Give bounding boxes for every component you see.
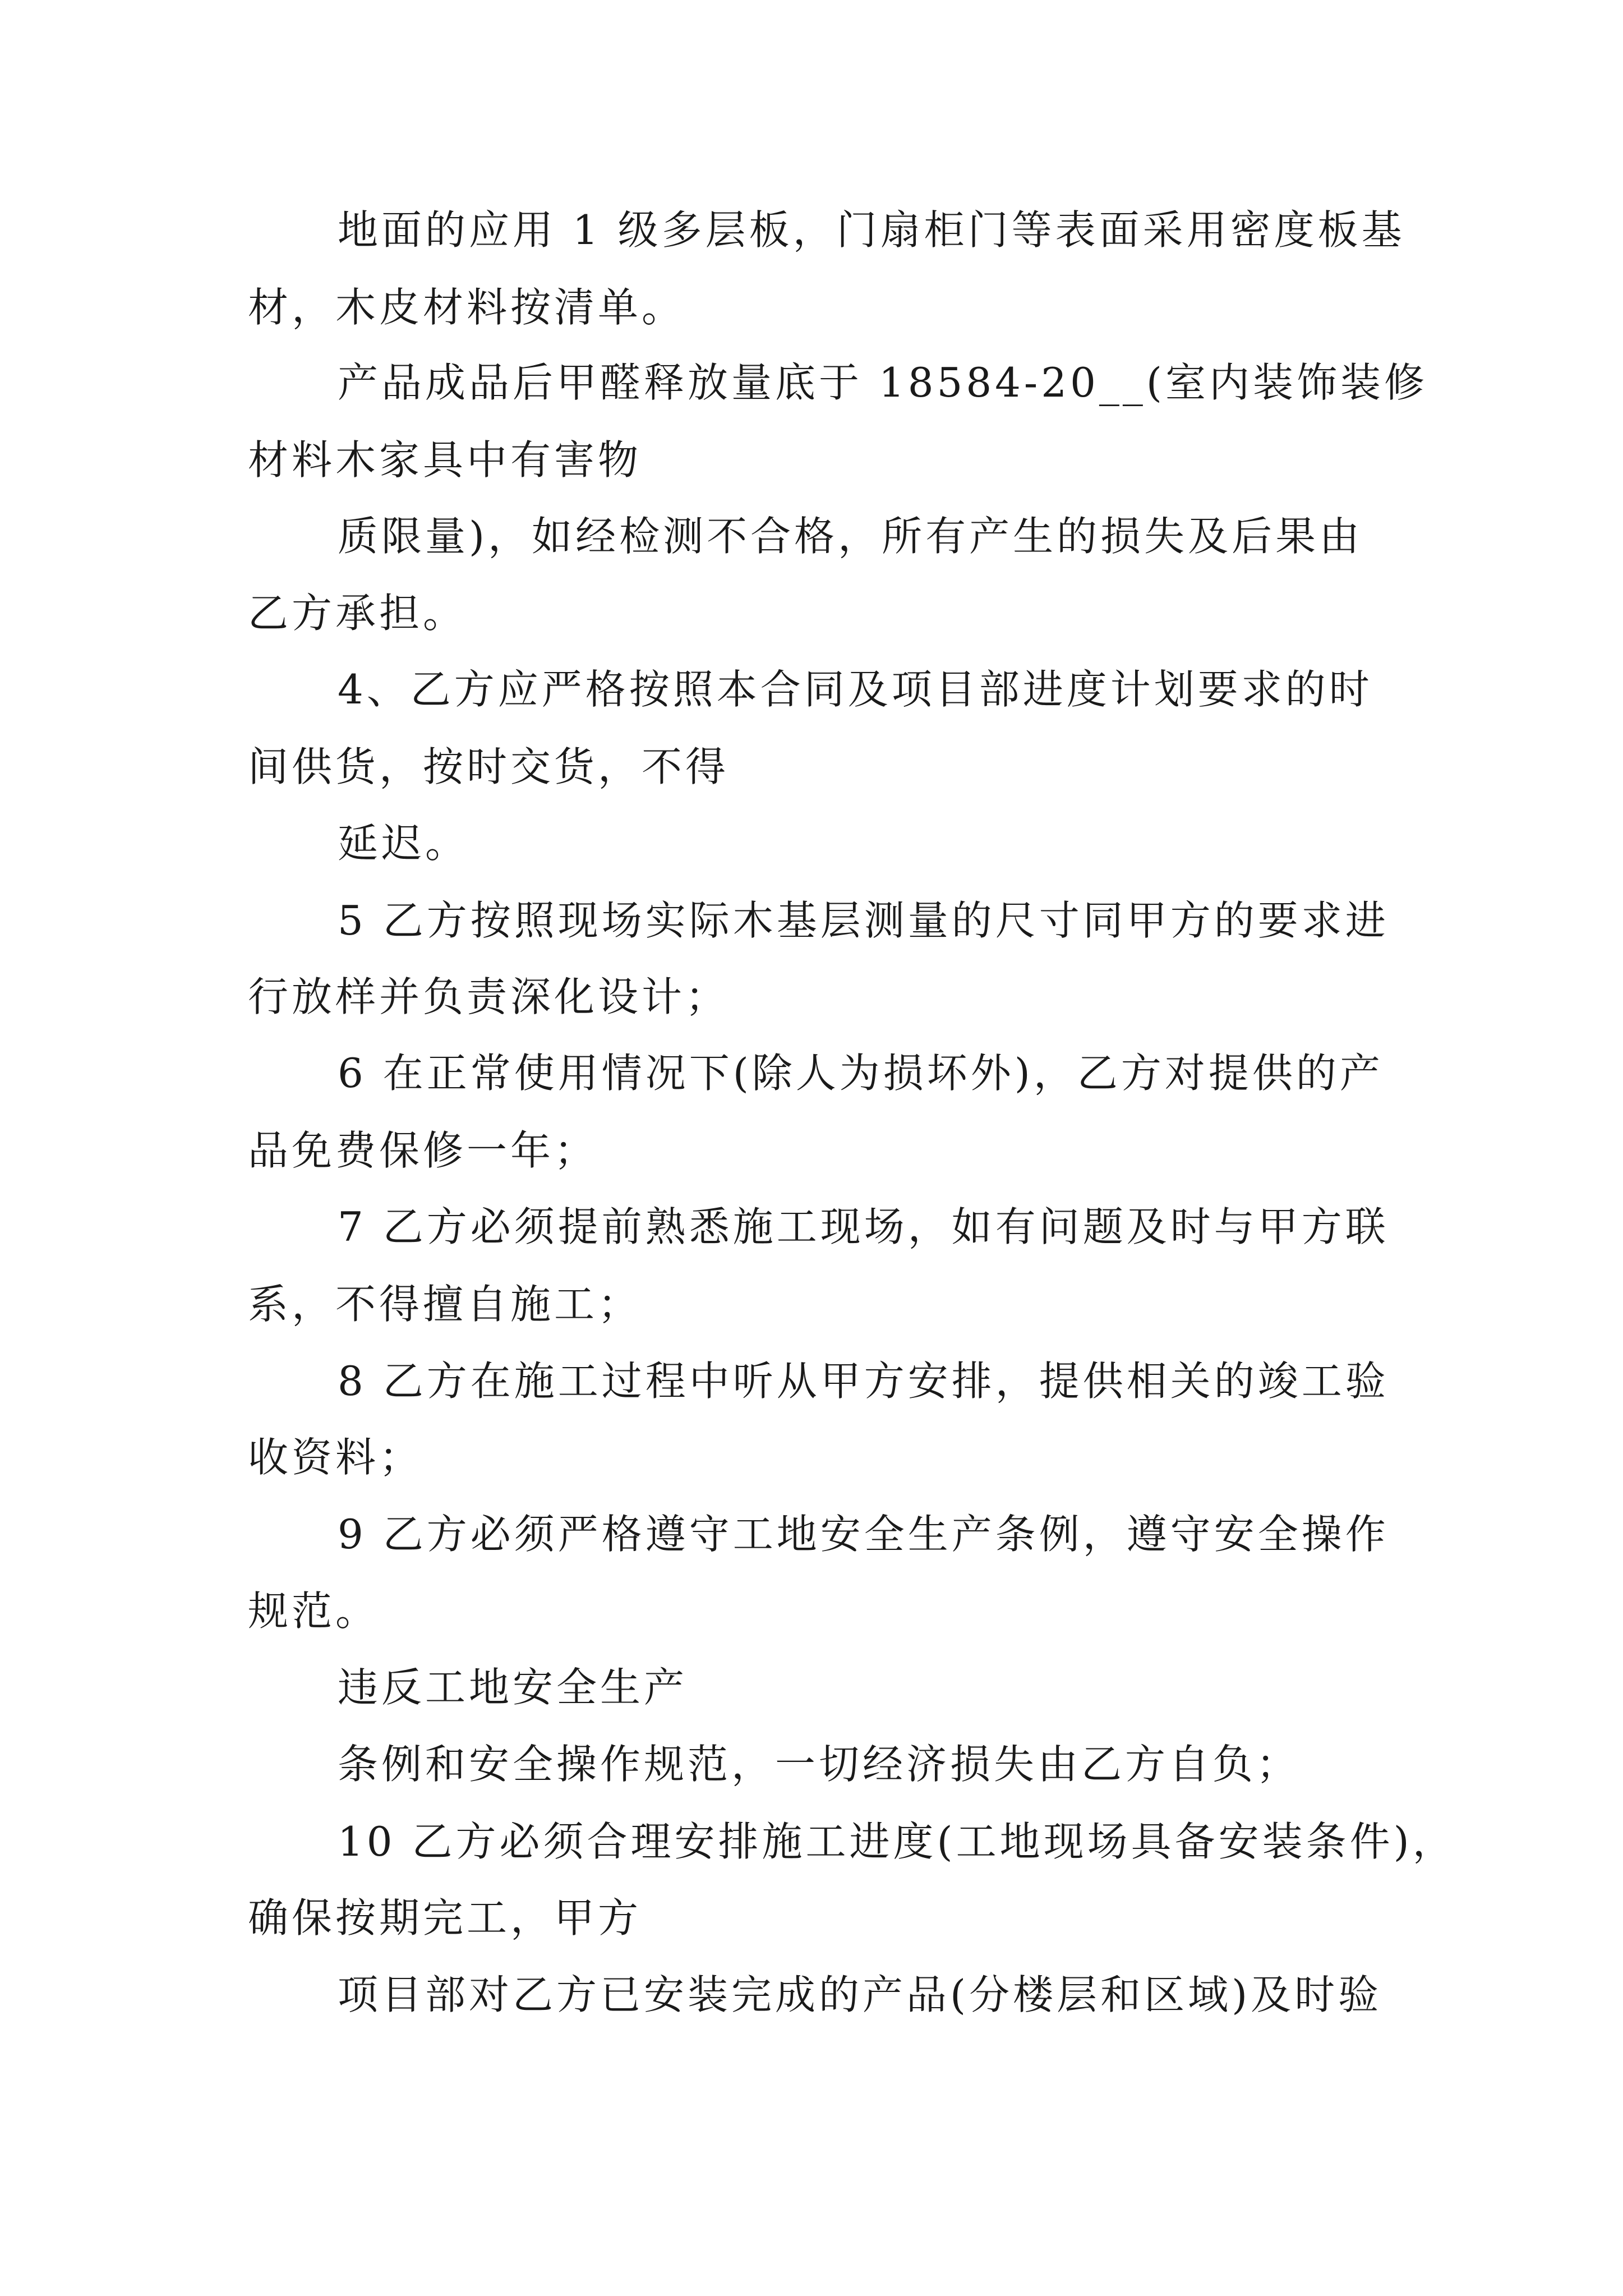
text-line: 延迟。 (338, 820, 469, 867)
text-line: 违反工地安全生产 (338, 1664, 688, 1711)
text-line: 条例和安全操作规范，一切经济损失由乙方自负； (338, 1741, 1301, 1788)
text-line: 9 乙方必须严格遵守工地安全生产条例，遵守安全操作 (338, 1511, 1389, 1558)
text-line: 收资料； (248, 1434, 423, 1481)
text-line: 8 乙方在施工过程中听从甲方安排，提供相关的竣工验 (338, 1358, 1389, 1405)
text-line: 材料木家具中有害物 (248, 436, 642, 484)
text-line: 产品成品后甲醛释放量底于 18584-20__(室内装饰装修 (338, 359, 1428, 406)
text-line: 项目部对乙方已安装完成的产品(分楼层和区域)及时验 (338, 1971, 1382, 2018)
text-line: 行放样并负责深化设计； (248, 973, 730, 1020)
text-line: 间供货，按时交货，不得 (248, 743, 730, 790)
text-line: 确保按期完工，甲方 (248, 1894, 642, 1941)
text-line: 材，木皮材料按清单。 (248, 284, 686, 331)
text-line: 7 乙方必须提前熟悉施工现场，如有问题及时与甲方联 (338, 1203, 1389, 1250)
text-line: 10 乙方必须合理安排施工进度(工地现场具备安装条件)， (338, 1818, 1456, 1865)
text-line: 系，不得擅自施工； (248, 1281, 642, 1328)
text-line: 5 乙方按照现场实际木基层测量的尺寸同甲方的要求进 (338, 897, 1389, 944)
text-line: 乙方承担。 (248, 590, 467, 637)
text-line: 4、乙方应严格按照本合同及项目部进度计划要求的时 (338, 666, 1373, 713)
text-line: 质限量)，如经检测不合格，所有产生的损失及后果由 (338, 513, 1363, 560)
text-line: 地面的应用 1 级多层板，门扇柜门等表面采用密度板基 (338, 206, 1405, 254)
text-line: 品免费保修一年； (248, 1127, 598, 1174)
text-line: 规范。 (248, 1588, 380, 1635)
text-line: 6 在正常使用情况下(除人为损坏外)，乙方对提供的产 (338, 1050, 1384, 1097)
